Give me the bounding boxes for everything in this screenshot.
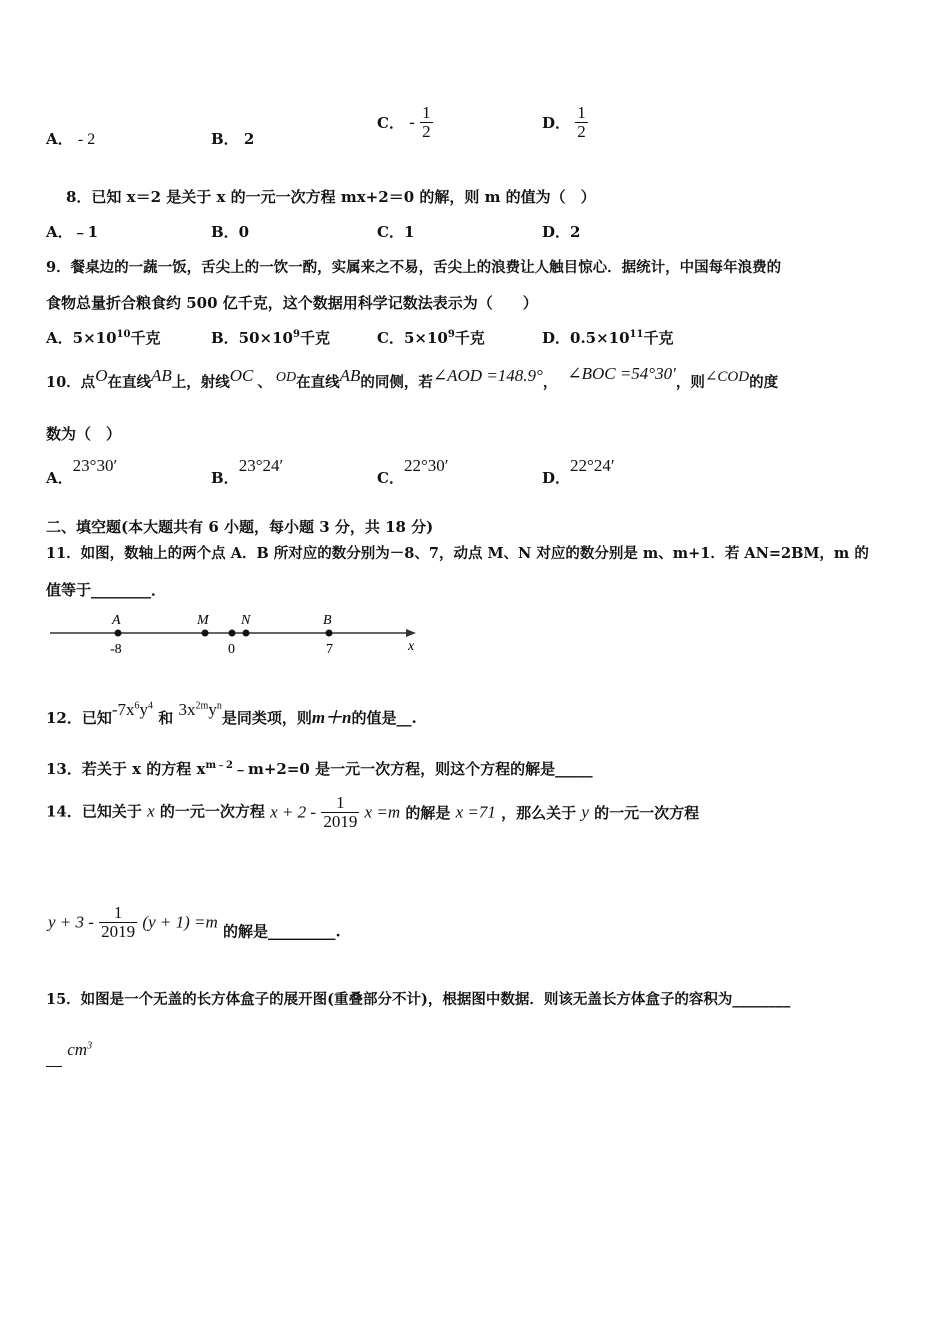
- q8-option-a: A．﹣1: [46, 223, 99, 241]
- math-expression: m＋n: [311, 708, 352, 727]
- label-m: M: [197, 613, 209, 628]
- option-unit: 千克: [299, 329, 330, 347]
- math-angle: ∠COD: [704, 369, 750, 385]
- q7-option-d: [542, 104, 588, 141]
- option-text: D．0.5×10: [542, 329, 630, 347]
- option-label: D．: [542, 469, 571, 487]
- exponent: 10: [116, 329, 131, 340]
- math-variable: x: [147, 801, 155, 821]
- unit: cm: [67, 1040, 88, 1059]
- tick-label-b: 7: [326, 642, 333, 657]
- q9-option-b: [211, 327, 330, 348]
- text: ，那么关于: [501, 804, 577, 822]
- fraction: [99, 904, 137, 941]
- q8-option-d: D．2: [542, 223, 581, 241]
- section-heading: 二、填空题(本大题共有 6 小题，每小题 3 分，共 18 分): [46, 518, 434, 536]
- axis-label-x: x: [408, 639, 415, 654]
- fraction-numerator: 1: [336, 793, 345, 812]
- text: 14．已知关于: [46, 802, 142, 821]
- math-angle: ∠AOD =148.9°: [432, 366, 543, 385]
- option-text: B．50×10: [211, 329, 293, 347]
- option-label: A．: [46, 130, 73, 148]
- q10-option-a: [46, 456, 117, 488]
- q11-stem-line2: 值等于________．: [46, 581, 167, 599]
- text: 12．已知: [46, 709, 112, 727]
- math-solution: x =71: [455, 802, 496, 822]
- fraction: [575, 104, 588, 141]
- q8-option-b: B．0: [211, 223, 250, 241]
- option-label: B．: [211, 130, 239, 148]
- exponent: n: [216, 700, 222, 712]
- text: 是同类项，则: [221, 709, 312, 727]
- text: 和: [158, 709, 174, 727]
- fraction-denominator: 2019: [323, 812, 358, 831]
- math-ray: OD: [275, 370, 297, 385]
- fraction: [321, 794, 359, 831]
- option-value: 23°30′: [72, 456, 118, 475]
- point-zero: [229, 630, 236, 637]
- q9-option-a: [46, 327, 160, 348]
- option-text: A．5×10: [46, 329, 117, 347]
- text: 的同侧，若: [360, 374, 433, 391]
- option-unit: 千克: [454, 329, 485, 347]
- q10-stem-line2: 数为（ ）: [46, 425, 122, 443]
- fraction-denominator: 2: [577, 122, 586, 141]
- q9-stem-line1: 9．餐桌边的一蔬一饭，舌尖上的一饮一酌，实属来之不易，舌尖上的浪费让人触目惊心．据统计，中国每年浪费的: [46, 259, 782, 276]
- math-expression: x + 2 -: [270, 802, 317, 822]
- q13-stem: [46, 756, 593, 779]
- text: 13．若关于 x 的方程 x: [46, 760, 206, 778]
- text: 上，射线: [171, 374, 230, 391]
- math-expression: (y + 1) =m: [142, 912, 218, 932]
- text: 的解是: [405, 804, 451, 822]
- q12-stem: [46, 700, 417, 728]
- math-angle: ∠BOC =54°30′: [567, 364, 676, 383]
- exponent: 11: [629, 329, 644, 340]
- axis-arrow-icon: [406, 629, 416, 637]
- exponent: m﹣2: [205, 760, 233, 771]
- fraction-denominator: 2: [422, 122, 431, 141]
- tick-label-a: -8: [110, 642, 122, 657]
- text: 的度: [749, 374, 779, 391]
- option-value: 22°30′: [403, 456, 449, 475]
- math-term: -7x: [111, 700, 135, 719]
- option-value: 2: [243, 130, 255, 148]
- option-label: C．: [377, 114, 404, 132]
- fraction-numerator: 1: [113, 903, 123, 922]
- option-value: 22°24′: [570, 456, 615, 475]
- option-label: A．: [46, 469, 73, 487]
- text: ﹣m+2=0 是一元一次方程，则这个方程的解是_____: [232, 760, 593, 778]
- q11-stem-line1: 11．如图，数轴上的两个点 A．B 所对应的数分别为－8、7，动点 M、N 对应的数分别是 m、m+1．若 AN=2BM，m 的: [46, 545, 869, 562]
- q14-stem-line2: [48, 904, 341, 942]
- math-point: O: [95, 366, 108, 385]
- exponent: 3: [87, 1040, 93, 1052]
- exponent: 9: [447, 329, 455, 340]
- label-a: A: [112, 613, 121, 628]
- q7-option-c: [377, 104, 433, 141]
- math-variable: y: [581, 802, 589, 822]
- point-b: [326, 630, 333, 637]
- q14-stem-line1: [46, 794, 699, 831]
- text: 、: [257, 374, 272, 391]
- option-label: D．: [542, 114, 571, 132]
- text: 的值是__.: [351, 709, 417, 727]
- answer-blank: [46, 1066, 62, 1067]
- text: ，: [542, 374, 558, 391]
- text: 在直线: [296, 374, 340, 391]
- option-value: - 2: [77, 131, 96, 148]
- option-label: B．: [211, 469, 239, 487]
- text: 10．点: [46, 374, 96, 391]
- label-n: N: [241, 613, 251, 628]
- fraction: [420, 104, 433, 141]
- fraction-denominator: 2019: [101, 922, 136, 941]
- q9-option-d: [542, 327, 673, 348]
- q8-stem: 8．已知 x＝2 是关于 x 的一元一次方程 mx+2＝0 的解，则 m 的值为（ ）: [66, 188, 596, 206]
- q8-option-c: C．1: [377, 223, 415, 241]
- number-line-figure: [46, 608, 426, 660]
- math-term: 3x: [178, 700, 196, 719]
- fraction-numerator: 1: [422, 103, 431, 122]
- math-expression: x =m: [364, 802, 401, 822]
- option-text: C．5×10: [377, 329, 448, 347]
- math-line: AB: [339, 366, 361, 385]
- exponent: 9: [293, 329, 300, 340]
- q7-option-b: [211, 128, 254, 149]
- label-b: B: [323, 613, 332, 628]
- q10-option-d: [542, 456, 615, 488]
- math-term: y: [139, 700, 149, 719]
- tick-label-zero: 0: [228, 642, 235, 657]
- q10-stem-line1: [46, 364, 778, 392]
- q10-option-b: [211, 456, 283, 488]
- exponent: 2m: [195, 700, 209, 712]
- q9-stem-line2: 食物总量折合粮食约 500 亿千克，这个数据用科学记数法表示为（ ）: [46, 294, 538, 312]
- option-unit: 千克: [130, 329, 161, 347]
- option-value: 23°24′: [238, 456, 284, 475]
- fraction-numerator: 1: [577, 103, 586, 122]
- option-sign: -: [409, 112, 415, 132]
- q15-unit: [46, 1040, 92, 1067]
- math-line: AB: [150, 366, 172, 385]
- text: 的解是_________.: [222, 922, 341, 941]
- text: 的一元一次方程: [594, 804, 700, 822]
- text: 在直线: [107, 374, 151, 391]
- text: ，则: [675, 374, 705, 391]
- option-label: C．: [377, 469, 404, 487]
- text: 的一元一次方程: [159, 802, 265, 821]
- q15-stem: 15．如图是一个无盖的长方体盒子的展开图(重叠部分不计)，根据图中数据．则该无盖长方体盒子的容积为________: [46, 991, 791, 1008]
- exponent: 4: [148, 700, 154, 712]
- point-a: [115, 630, 122, 637]
- exponent: 6: [134, 700, 140, 712]
- q7-option-a: [46, 128, 95, 149]
- point-n: [243, 630, 250, 637]
- math-term: y: [208, 700, 217, 719]
- q10-option-c: [377, 456, 448, 488]
- option-unit: 千克: [643, 329, 674, 347]
- math-ray: OC: [229, 366, 254, 385]
- math-expression: y + 3 -: [48, 912, 94, 932]
- q9-option-c: [377, 327, 485, 348]
- point-m: [202, 630, 209, 637]
